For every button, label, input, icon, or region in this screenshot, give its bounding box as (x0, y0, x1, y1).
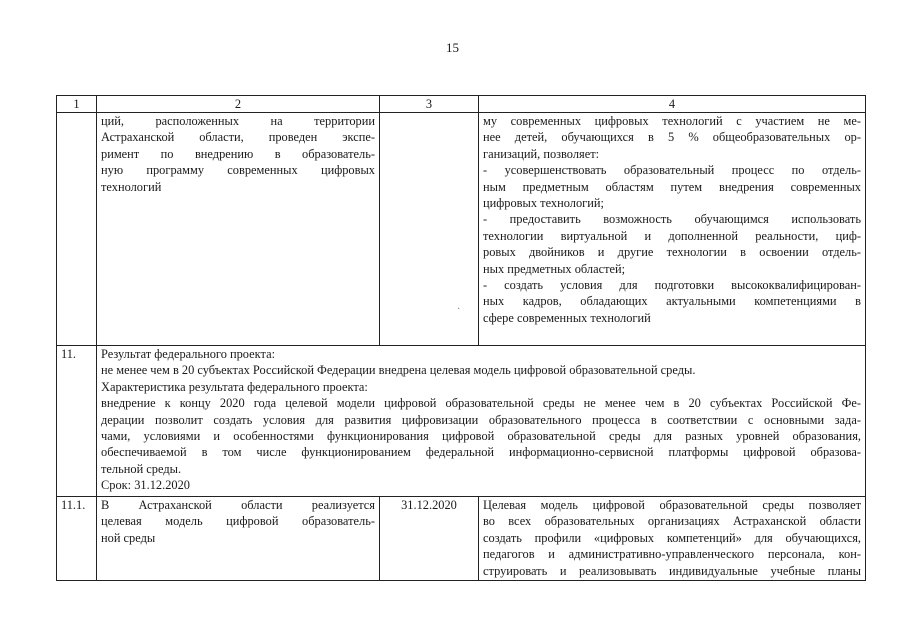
continued-date-cell (380, 113, 479, 346)
table-row-11-1 (57, 497, 866, 581)
text-line: целевая модель цифровой образователь- (101, 514, 375, 529)
header-col-4: 4 (479, 96, 866, 113)
deadline-text: Срок: 31.12.2020 (101, 478, 190, 493)
text-line: струировать и реализовывать индивидуальные учебные планы (483, 563, 861, 578)
text-line: чами, условиями и особенностями функционирования цифровой образовательной среды для разных уровней образования, (101, 429, 861, 444)
section-number-cell: 11. (57, 346, 97, 497)
header-col-2: 2 (97, 96, 380, 113)
sub-date-cell: 31.12.2020 (380, 497, 479, 581)
stray-mark: · (457, 304, 461, 315)
header-col-1: 1 (57, 96, 97, 113)
document-table (56, 95, 866, 581)
text-line: тельной среды. (101, 461, 182, 476)
text-line: технологий (101, 179, 162, 194)
text-line: педагогов и административно-управленческого персонала, кон- (483, 547, 861, 562)
page-number: 15 (446, 40, 459, 55)
table-header-row (57, 96, 866, 113)
continued-result-cell (479, 113, 866, 346)
text-line: Характеристика результата федерального проекта: (101, 379, 368, 394)
text-line: ных предметных областей; (483, 261, 626, 276)
text-line: нее детей, обучающихся в 5 % общеобразовательных ор- (483, 130, 861, 145)
text-line: ровых двойников и другие технологии в освоении отдель- (483, 245, 861, 260)
text-line: технологии виртуальной и дополненной реальности, циф- (483, 228, 861, 243)
text-line: не менее чем в 20 субъектах Российской Федерации внедрена целевая модель цифровой образовательной среды. (101, 363, 696, 378)
text-line: внедрение к концу 2020 года целевой модели цифровой образовательной среды не менее чем в 20 субъектах Российской Фе- (101, 396, 861, 411)
text-line: ных кадров, обладающих актуальными компетенциями в (483, 294, 861, 309)
text-line: ным предметным областям путем внедрения современных (483, 179, 861, 194)
text-line: Целевая модель цифровой образовательной среды позволяет (483, 498, 861, 512)
text-line: ную программу современных цифровых (101, 163, 375, 178)
text-line: - создать условия для подготовки высококвалифицирован- (483, 278, 861, 293)
header-col-3: 3 (380, 96, 479, 113)
text-line: му современных цифровых технологий с участием не ме- (483, 114, 861, 128)
sub-description-cell (97, 497, 380, 581)
text-line: - усовершенствовать образовательный процесс по отдель- (483, 163, 861, 178)
continued-description-cell (97, 113, 380, 346)
section-text-cell (97, 346, 866, 497)
text-line: Астраханской области, проведен экспе- (101, 130, 375, 145)
text-line: цифровых технологий; (483, 196, 604, 211)
text-line: сфере современных технологий (483, 310, 651, 325)
text-line: римент по внедрению в образователь- (101, 146, 375, 161)
text-line: ганизаций, позволяет: (483, 146, 600, 161)
table-row-continued (57, 113, 866, 346)
text-line: ций, расположенных на территории (101, 114, 375, 128)
sub-result-cell (479, 497, 866, 581)
text-line: - предоставить возможность обучающимся использовать (483, 212, 861, 227)
text-line: дерации позволит создать условия для развития цифровизации образовательного процесса в соответствии с основными зада- (101, 412, 861, 427)
table-row-section-11 (57, 346, 866, 497)
text-line: обеспечиваемой в том числе функционированием федеральной информационно-сервисной платформы цифровой образова- (101, 445, 861, 460)
continued-number-cell (57, 113, 97, 346)
text-line: ной среды (101, 530, 156, 545)
text-line: В Астраханской области реализуется (101, 498, 375, 512)
text-line: во всех образовательных организациях Астраханской области (483, 514, 861, 529)
text-line: создать профили «цифровых компетенций» для обучающихся, (483, 530, 861, 545)
sub-number-cell: 11.1. (57, 497, 97, 581)
text-line: Результат федерального проекта: (101, 347, 276, 361)
